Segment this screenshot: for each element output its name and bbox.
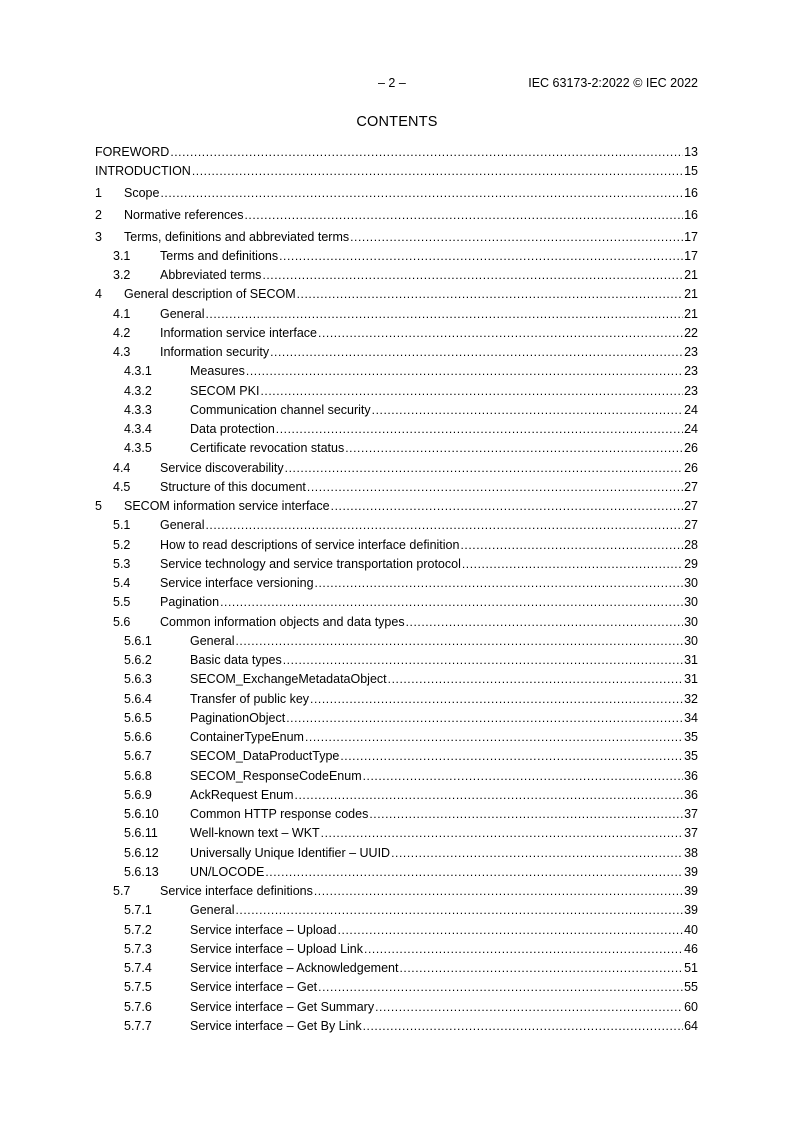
- toc-entry-page: 30: [684, 614, 698, 629]
- dot-leader: [399, 961, 683, 976]
- toc-entry-page: 26: [684, 460, 698, 475]
- toc-entry[interactable]: [95, 884, 698, 903]
- toc-entry-title: INTRODUCTION: [95, 164, 191, 179]
- page-title: CONTENTS: [356, 114, 438, 130]
- toc-entry-number: 4.2: [113, 325, 131, 340]
- toc-entry[interactable]: [95, 441, 698, 460]
- toc-entry-number: 5.6.7: [124, 749, 152, 764]
- toc-entry-title: PaginationObject: [190, 710, 286, 725]
- dot-leader: [462, 557, 683, 572]
- toc-entry[interactable]: [95, 230, 698, 249]
- dot-leader: [283, 653, 683, 668]
- toc-entry-title: Common HTTP response codes: [190, 807, 369, 821]
- toc-entry-number: 5.7.5: [124, 980, 152, 995]
- toc-entry[interactable]: [95, 788, 698, 807]
- toc-entry-title: Service interface versioning: [160, 576, 314, 590]
- dot-leader: [364, 942, 683, 957]
- dot-leader: [160, 186, 683, 201]
- toc-entry-title: AckRequest Enum: [190, 787, 294, 802]
- toc-entry[interactable]: [95, 942, 698, 961]
- toc-entry-number: 5.6.4: [124, 691, 152, 706]
- toc-entry-page: 39: [684, 903, 698, 918]
- toc-entry[interactable]: [95, 846, 698, 865]
- toc-entry[interactable]: [95, 672, 698, 691]
- toc-entry-title: SECOM information service interface: [124, 499, 330, 513]
- toc-entry-title: Transfer of public key: [190, 691, 310, 706]
- toc-entry-page: 16: [684, 207, 698, 222]
- toc-entry-number: 5.7.4: [124, 961, 152, 975]
- toc-entry-number: 2: [95, 207, 102, 222]
- dot-leader: [307, 480, 683, 495]
- toc-entry-title: Normative references: [124, 207, 244, 222]
- toc-entry-title: Data protection: [190, 422, 275, 436]
- toc-entry-title: General description of SECOM: [124, 287, 296, 302]
- toc-entry-page: 60: [684, 999, 698, 1014]
- toc-entry-title: SECOM_DataProductType: [190, 749, 340, 764]
- toc-entry-title: Service discoverability: [160, 460, 284, 475]
- toc-entry[interactable]: [95, 326, 698, 345]
- dot-leader: [270, 345, 683, 360]
- toc-entry-number: 1: [95, 186, 102, 200]
- toc-entry[interactable]: [95, 538, 698, 557]
- toc-entry-title: SECOM_ExchangeMetadataObject: [190, 672, 387, 687]
- dot-leader: [305, 730, 683, 745]
- toc-entry-title: Terms, definitions and abbreviated terms: [124, 229, 350, 244]
- dot-leader: [363, 1019, 683, 1034]
- toc-entry-number: 5.6.8: [124, 768, 152, 783]
- toc-entry-number: 5.6.12: [124, 845, 159, 860]
- toc-entry[interactable]: [95, 364, 698, 383]
- toc-entry-number: 5.6.2: [124, 653, 152, 667]
- toc-entry-page: 30: [684, 633, 698, 648]
- toc-entry-title: FOREWORD: [95, 145, 170, 159]
- toc-entry-number: 4.3.5: [124, 441, 152, 456]
- toc-entry-page: 13: [684, 145, 698, 159]
- toc-entry-title: Information service interface: [160, 325, 318, 340]
- toc-entry[interactable]: [95, 692, 698, 711]
- toc-entry-page: 37: [684, 826, 698, 841]
- toc-entry[interactable]: [95, 384, 698, 403]
- toc-entry-number: 5.3: [113, 556, 131, 571]
- toc-entry-number: 4.3.2: [124, 383, 152, 398]
- dot-leader: [246, 364, 683, 379]
- toc-entry[interactable]: [95, 287, 698, 306]
- toc-entry-page: 23: [684, 364, 698, 379]
- toc-entry-page: 15: [684, 164, 698, 179]
- toc-entry-number: 3.1: [113, 248, 131, 263]
- toc-entry-number: 5.7.2: [124, 922, 152, 937]
- toc-entry-number: 5.6.11: [124, 826, 158, 841]
- toc-entry-title: Terms and definitions: [160, 248, 279, 263]
- toc-entry-page: 32: [684, 691, 698, 706]
- toc-entry-number: 4.3.1: [124, 364, 152, 379]
- dot-leader: [345, 441, 683, 456]
- toc-entry[interactable]: [95, 164, 698, 183]
- toc-entry-title: SECOM_ResponseCodeEnum: [190, 768, 362, 783]
- toc-entry-number: 5.6.13: [124, 864, 159, 879]
- toc-entry[interactable]: [95, 653, 698, 672]
- toc-entry-number: 4.3: [113, 345, 131, 359]
- toc-entry-page: 27: [684, 479, 698, 494]
- dot-leader: [295, 788, 684, 803]
- toc-entry[interactable]: [95, 730, 698, 749]
- toc-entry-title: General: [160, 518, 205, 533]
- toc-entry-number: 5.6.6: [124, 730, 152, 744]
- toc-entry-number: 4.1: [113, 306, 131, 321]
- toc-entry[interactable]: [95, 499, 698, 518]
- dot-leader: [406, 615, 684, 630]
- dot-leader: [338, 923, 683, 938]
- toc-entry-page: 39: [684, 864, 698, 879]
- toc-entry-title: ContainerTypeEnum: [190, 730, 304, 744]
- toc-entry-page: 29: [684, 556, 698, 571]
- toc-entry-page: 17: [684, 229, 698, 244]
- toc-entry-number: 4.4: [113, 460, 131, 475]
- toc-entry-page: 37: [684, 807, 698, 821]
- toc-entry[interactable]: [95, 480, 698, 499]
- toc-entry-page: 31: [684, 653, 698, 667]
- dot-leader: [235, 634, 683, 649]
- toc-entry-page: 36: [684, 787, 698, 802]
- toc-entry-title: Service interface definitions: [160, 884, 313, 898]
- toc-entry-number: 5.7: [113, 884, 131, 898]
- toc-entry[interactable]: [95, 268, 698, 287]
- toc-entry-number: 5.6.1: [124, 633, 152, 648]
- toc-entry-title: Service interface – Upload Link: [190, 941, 364, 956]
- toc-entry-page: 35: [684, 749, 698, 764]
- toc-entry-page: 64: [684, 1018, 698, 1033]
- toc-entry-page: 31: [684, 672, 698, 687]
- dot-leader: [375, 1000, 683, 1015]
- toc-entry-title: Service interface – Get Summary: [190, 999, 375, 1014]
- toc-entry[interactable]: [95, 557, 698, 576]
- toc-entry[interactable]: [95, 1000, 698, 1019]
- toc-entry-title: Measures: [190, 364, 245, 379]
- dot-leader: [369, 807, 683, 822]
- dot-leader: [318, 980, 683, 995]
- toc-entry-number: 5.6.10: [124, 807, 159, 821]
- toc-entry-page: 30: [684, 576, 698, 590]
- toc-entry[interactable]: [95, 865, 698, 884]
- dot-leader: [297, 287, 683, 302]
- dot-leader: [276, 422, 683, 437]
- toc-entry-number: 5.2: [113, 537, 131, 552]
- toc-entry-page: 21: [684, 268, 698, 282]
- toc-entry[interactable]: [95, 576, 698, 595]
- toc-entry-number: 5.1: [113, 518, 131, 533]
- dot-leader: [331, 499, 683, 514]
- toc-entry-number: 4.5: [113, 479, 131, 494]
- toc-entry-title: Scope: [124, 186, 160, 200]
- dot-leader: [285, 461, 683, 476]
- toc-entry-page: 36: [684, 768, 698, 783]
- toc-entry-number: 5.6.5: [124, 710, 152, 725]
- toc-entry[interactable]: [95, 461, 698, 480]
- toc-entry[interactable]: [95, 749, 698, 768]
- toc-entry-page: 22: [684, 325, 698, 340]
- toc-entry-number: 5.4: [113, 576, 131, 590]
- toc-entry[interactable]: [95, 145, 698, 164]
- toc-entry-number: 4.3.3: [124, 402, 152, 417]
- toc-entry-page: 23: [684, 345, 698, 359]
- toc-entry-page: 26: [684, 441, 698, 456]
- table-of-contents: [95, 145, 698, 1038]
- toc-entry-page: 38: [684, 845, 698, 860]
- toc-entry-title: Well-known text – WKT: [190, 826, 320, 841]
- dot-leader: [235, 903, 683, 918]
- toc-entry-page: 40: [684, 922, 698, 937]
- toc-entry[interactable]: [95, 826, 698, 845]
- toc-entry-title: General: [190, 903, 235, 918]
- toc-entry-page: 17: [684, 248, 698, 263]
- toc-entry-number: 3: [95, 229, 102, 244]
- toc-entry-title: Certificate revocation status: [190, 441, 345, 456]
- dot-leader: [262, 268, 683, 283]
- dot-leader: [205, 518, 683, 533]
- toc-entry-title: Service interface – Get By Link: [190, 1018, 362, 1033]
- toc-entry-number: 5.6: [113, 614, 131, 629]
- toc-entry[interactable]: [95, 711, 698, 730]
- toc-entry[interactable]: [95, 595, 698, 614]
- toc-entry-title: General: [160, 306, 205, 321]
- toc-entry-page: 28: [684, 537, 698, 552]
- dot-leader: [310, 692, 683, 707]
- standard-reference: IEC 63173-2:2022 © IEC 2022: [528, 76, 698, 90]
- toc-entry-number: 5.6.3: [124, 672, 152, 687]
- toc-entry[interactable]: [95, 615, 698, 634]
- toc-entry-page: 16: [684, 186, 698, 200]
- dot-leader: [388, 672, 683, 687]
- dot-leader: [321, 826, 683, 841]
- toc-entry[interactable]: [95, 923, 698, 942]
- dot-leader: [192, 164, 683, 179]
- toc-entry[interactable]: [95, 634, 698, 653]
- toc-entry[interactable]: [95, 769, 698, 788]
- dot-leader: [220, 595, 683, 610]
- toc-entry-page: 35: [684, 730, 698, 744]
- toc-entry-title: Basic data types: [190, 653, 282, 667]
- toc-entry[interactable]: [95, 345, 698, 364]
- toc-entry-title: UN/LOCODE: [190, 864, 265, 879]
- toc-entry-number: 5.7.1: [124, 903, 152, 918]
- toc-entry-title: SECOM PKI: [190, 383, 260, 398]
- toc-entry-title: How to read descriptions of service interface definition: [160, 537, 460, 552]
- toc-entry-number: 5.7.3: [124, 941, 152, 956]
- toc-entry[interactable]: [95, 1019, 698, 1038]
- dot-leader: [314, 884, 683, 899]
- toc-entry-number: 3.2: [113, 268, 131, 282]
- toc-entry-page: 24: [684, 422, 698, 436]
- dot-leader: [363, 769, 683, 784]
- toc-entry-number: 5.7.7: [124, 1018, 152, 1033]
- toc-entry-title: Universally Unique Identifier – UUID: [190, 845, 391, 860]
- toc-entry[interactable]: [95, 403, 698, 422]
- toc-entry[interactable]: [95, 186, 698, 205]
- dot-leader: [205, 307, 683, 322]
- toc-entry-title: Service interface – Upload: [190, 922, 337, 937]
- toc-entry-title: Structure of this document: [160, 479, 306, 494]
- dot-leader: [265, 865, 683, 880]
- dot-leader: [260, 384, 683, 399]
- toc-entry-page: 46: [684, 941, 698, 956]
- toc-entry[interactable]: [95, 307, 698, 326]
- toc-entry-page: 21: [684, 306, 698, 321]
- toc-entry-page: 55: [684, 980, 698, 995]
- toc-entry[interactable]: [95, 249, 698, 268]
- dot-leader: [318, 326, 683, 341]
- toc-entry-title: Pagination: [160, 595, 220, 610]
- dot-leader: [170, 145, 683, 160]
- toc-entry[interactable]: [95, 518, 698, 537]
- toc-entry-page: 27: [684, 518, 698, 533]
- toc-entry-number: 5.6.9: [124, 787, 152, 802]
- toc-entry-page: 27: [684, 499, 698, 513]
- toc-entry[interactable]: [95, 208, 698, 227]
- toc-entry-number: 5.7.6: [124, 999, 152, 1014]
- toc-entry-title: Communication channel security: [190, 402, 371, 417]
- dot-leader: [372, 403, 683, 418]
- dot-leader: [460, 538, 683, 553]
- toc-entry-title: General: [190, 633, 235, 648]
- toc-entry-page: 51: [684, 961, 698, 975]
- dot-leader: [350, 230, 683, 245]
- page-number: – 2 –: [378, 76, 406, 90]
- toc-entry[interactable]: [95, 961, 698, 980]
- toc-entry-page: 24: [684, 402, 698, 417]
- toc-entry[interactable]: [95, 903, 698, 922]
- toc-entry-page: 30: [684, 595, 698, 610]
- toc-entry-page: 21: [684, 287, 698, 302]
- toc-entry-title: Abbreviated terms: [160, 268, 262, 282]
- toc-entry-number: 5: [95, 499, 102, 513]
- toc-entry[interactable]: [95, 422, 698, 441]
- toc-entry-number: 4.3.4: [124, 422, 152, 436]
- toc-entry-title: Common information objects and data types: [160, 614, 405, 629]
- dot-leader: [315, 576, 684, 591]
- toc-entry-number: 4: [95, 287, 102, 302]
- toc-entry-number: 5.5: [113, 595, 131, 610]
- toc-entry-title: Service interface – Get: [190, 980, 318, 995]
- toc-entry-page: 39: [684, 884, 698, 898]
- toc-entry-title: Service technology and service transportation protocol: [160, 556, 461, 571]
- toc-entry-page: 34: [684, 710, 698, 725]
- toc-entry-title: Service interface – Acknowledgement: [190, 961, 399, 975]
- toc-entry-page: 23: [684, 383, 698, 398]
- toc-entry[interactable]: [95, 807, 698, 826]
- dot-leader: [340, 749, 683, 764]
- toc-entry[interactable]: [95, 980, 698, 999]
- dot-leader: [391, 846, 683, 861]
- dot-leader: [286, 711, 683, 726]
- dot-leader: [245, 208, 684, 223]
- toc-entry-title: Information security: [160, 345, 270, 359]
- dot-leader: [279, 249, 683, 264]
